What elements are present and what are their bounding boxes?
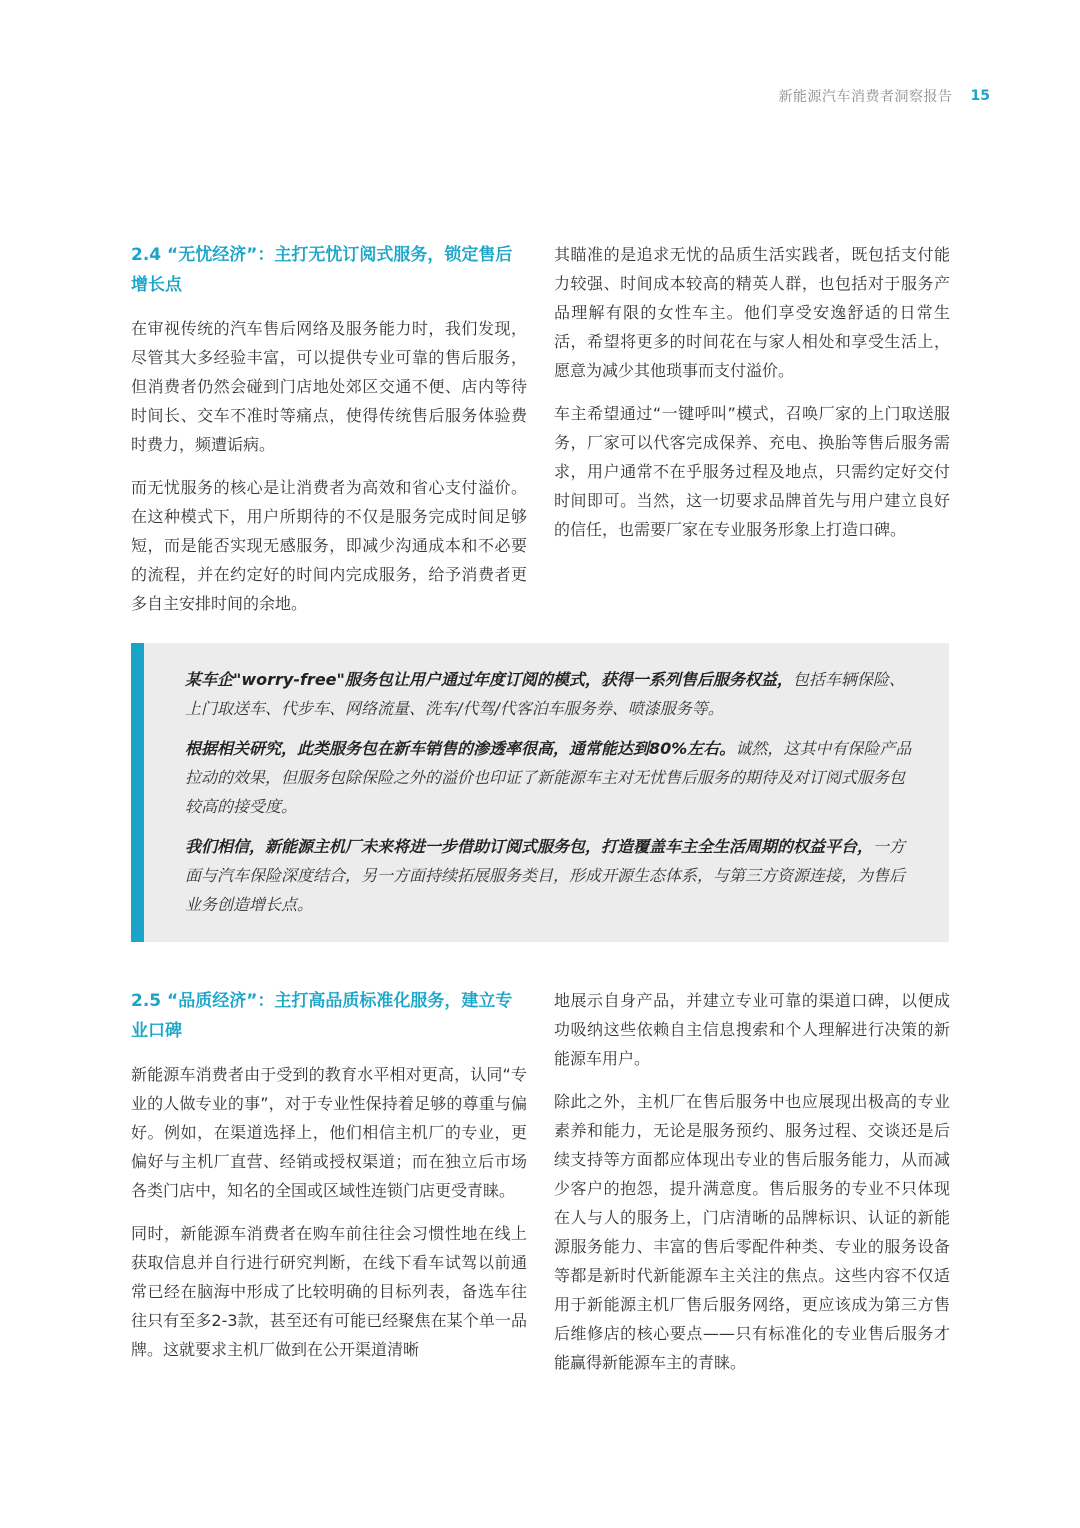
paragraph: 新能源车消费者由于受到的教育水平相对更高，认同“专业的人做专业的事”，对于专业性保持着足够的尊重与偏好。例如，在渠道选择上，他们相信主机厂的专业，更偏好与主机厂直营、经销或授权渠道；而在独立后市场各类门店中，知名的全国或区域性连锁门店更受青睐。 bbox=[131, 1065, 527, 1200]
callout-paragraph bbox=[185, 665, 915, 723]
paragraph: 地展示自身产品，并建立专业可靠的渠道口碑，以便成功吸纳这些依赖自主信息搜索和个人理解进行决策的新能源车用户。 bbox=[554, 991, 950, 1068]
section-24-heading: 2.4 “无忧经济”：主打无忧订阅式服务，锁定售后增长点 bbox=[131, 245, 513, 295]
section-25-heading: 2.5 “品质经济”：主打高品质标准化服务，建立专业口碑 bbox=[131, 991, 513, 1041]
callout-text: 一方面与汽车保险深度结合，另一方面持续拓展服务类目，形成开源生态体系，与第三方资源连接，为售后业务创造增长点。 bbox=[185, 837, 906, 914]
page-header bbox=[779, 86, 990, 106]
section-25-right-column bbox=[554, 986, 950, 1391]
section-25-left-column bbox=[131, 986, 527, 1378]
paragraph: 其瞄准的是追求无忧的品质生活实践者，既包括支付能力较强、时间成本较高的精英人群，也包括对于服务产品理解有限的女性车主。他们享受安逸舒适的日常生活，希望将更多的时间花在与家人相处和享受生活上，愿意为减少其他琐事而支付溢价。 bbox=[554, 245, 950, 380]
report-title: 新能源汽车消费者洞察报告 bbox=[778, 89, 953, 105]
paragraph: 同时，新能源车消费者在购车前往往会习惯性地在线上获取信息并自行进行研究判断，在线下看车试驾以前通常已经在脑海中形成了比较明确的目标列表，备选车往往只有至多2-3款，甚至还有可能已经聚焦在某个单一品牌。这就要求主机厂做到在公开渠道清晰 bbox=[131, 1224, 527, 1359]
callout-body bbox=[185, 665, 915, 930]
callout-emphasis: 我们相信，新能源主机厂未来将进一步借助订阅式服务包，打造覆盖车主全生活周期的权益平台， bbox=[185, 837, 874, 856]
callout-text: 包括车辆保险、上门取送车、代步车、网络流量、洗车/代驾/代客泊车服务券、喷漆服务等。 bbox=[185, 670, 905, 718]
paragraph: 在审视传统的汽车售后网络及服务能力时，我们发现，尽管其大多经验丰富，可以提供专业可靠的售后服务，但消费者仍然会碰到门店地处郊区交通不便、店内等待时间长、交车不准时等痛点，使得传统售后服务体验费时费力，频遭诟病。 bbox=[131, 319, 527, 454]
callout-paragraph bbox=[185, 832, 915, 919]
paragraph: 车主希望通过“一键呼叫”模式，召唤厂家的上门取送服务，厂家可以代客完成保养、充电、换胎等售后服务需求，用户通常不在乎服务过程及地点，只需约定好交付时间即可。当然，这一切要求品牌首先与用户建立良好的信任，也需要厂家在专业服务形象上打造口碑。 bbox=[554, 404, 950, 539]
callout-accent-bar bbox=[131, 643, 144, 942]
callout-box bbox=[131, 643, 949, 942]
callout-text: 诚然，这其中有保险产品拉动的效果，但服务包除保险之外的溢价也印证了新能源车主对无忧售后服务的期待及对订阅式服务包较高的接受度。 bbox=[185, 739, 912, 816]
callout-emphasis: 根据相关研究，此类服务包在新车销售的渗透率很高，通常能达到80%左右。 bbox=[185, 739, 736, 758]
paragraph: 除此之外，主机厂在售后服务中也应展现出极高的专业素养和能力，无论是服务预约、服务过程、交谈还是后续支持等方面都应体现出专业的售后服务能力，从而减少客户的抱怨，提升满意度。售后服务的专业不只体现在人与人的服务上，门店清晰的品牌标识、认证的新能源服务能力、丰富的售后零配件种类、专业的服务设备等都是新时代新能源车主关注的焦点。这些内容不仅适用于新能源主机厂售后服务网络，更应该成为第三方售后维修店的核心要点——只有标准化的专业售后服务才能赢得新能源车主的青睐。 bbox=[554, 1092, 950, 1372]
callout-emphasis: 某车企"worry-free"服务包让用户通过年度订阅的模式，获得一系列售后服务权益， bbox=[185, 670, 793, 689]
page-number: 15 bbox=[970, 88, 990, 104]
section-24-right-column bbox=[554, 240, 950, 558]
section-24-left-column bbox=[131, 240, 527, 632]
paragraph: 而无忧服务的核心是让消费者为高效和省心支付溢价。在这种模式下，用户所期待的不仅是服务完成时间足够短，而是能否实现无感服务，即减少沟通成本和不必要的流程，并在约定好的时间内完成服务，给予消费者更多自主安排时间的余地。 bbox=[131, 478, 527, 613]
callout-paragraph bbox=[185, 734, 915, 821]
